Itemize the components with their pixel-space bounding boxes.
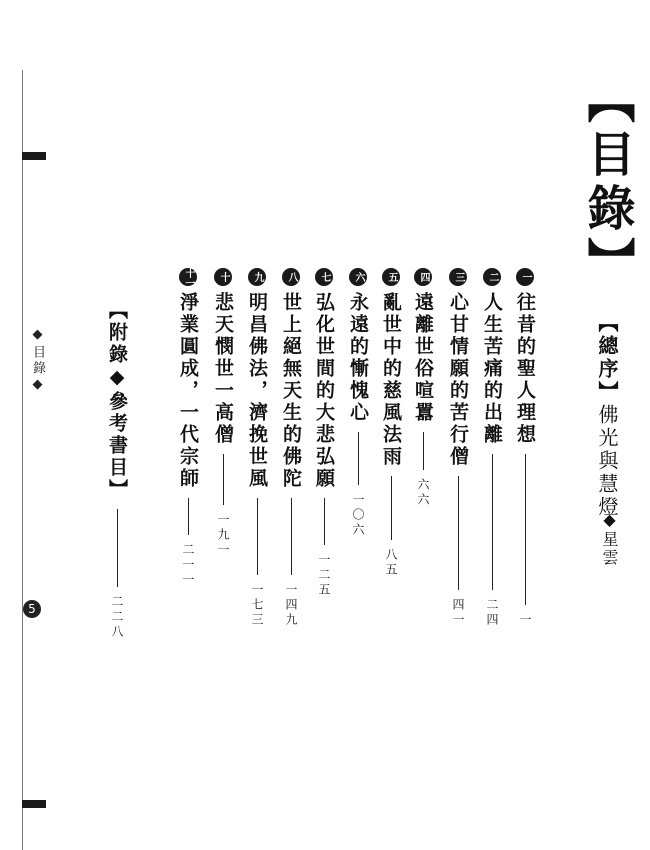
leader-line	[256, 498, 258, 575]
chapter-title: 悲天憫世一高僧	[212, 292, 234, 446]
chapter-title: 遠離世俗喧囂	[412, 292, 434, 424]
chapter-number-badge: 三	[449, 268, 467, 286]
leader-line	[422, 432, 424, 470]
leader-line	[390, 476, 392, 540]
chapter-page: 四一	[451, 598, 465, 628]
toc-entry[interactable]	[345, 268, 371, 538]
appendix-page: 二二八	[110, 595, 124, 640]
appendix-title: 【附錄◆參考書目】	[106, 300, 128, 501]
chapter-page: 一二五	[317, 553, 331, 598]
chapter-page: 六六	[416, 478, 430, 508]
margin-bar-top	[22, 152, 46, 160]
toc-entry[interactable]	[311, 268, 337, 598]
chapter-title: 永遠的慚愧心	[347, 292, 369, 424]
chapter-page: 二一一	[181, 543, 195, 588]
chapter-title: 亂世中的慈風法雨	[380, 292, 402, 468]
chapter-title: 世上絕無天生的佛陀	[280, 292, 302, 490]
preface-line[interactable]	[593, 312, 621, 519]
chapter-number-badge: 二	[483, 268, 501, 286]
toc-entry[interactable]	[512, 268, 538, 628]
preface-author: ◆星雲	[600, 510, 619, 567]
margin-bar-bottom	[22, 800, 46, 808]
leader-line	[116, 509, 118, 587]
toc-entry[interactable]	[175, 268, 201, 588]
chapter-number-badge: 一	[516, 268, 534, 286]
chapter-number-badge: 十	[214, 268, 232, 286]
chapter-number-badge: 四	[414, 268, 432, 286]
chapter-page: 一七三	[250, 583, 264, 628]
chapter-title: 往昔的聖人理想	[514, 292, 536, 446]
chapter-number-badge: 六	[349, 268, 367, 286]
toc-entry[interactable]	[378, 268, 404, 578]
toc-entry[interactable]	[479, 268, 505, 628]
preface-title: 佛光與慧燈	[595, 404, 619, 519]
chapter-title: 弘化世間的大悲弘願	[313, 292, 335, 490]
toc-entry[interactable]	[244, 268, 270, 628]
chapter-number-badge: 八	[282, 268, 300, 286]
toc-entry[interactable]	[278, 268, 304, 628]
running-header: ◆目錄◆	[30, 327, 45, 395]
page-number: 5	[23, 600, 41, 618]
chapter-number-badge: 五	[382, 268, 400, 286]
toc-entry[interactable]	[210, 268, 236, 558]
leader-line	[323, 498, 325, 545]
leader-line	[187, 498, 189, 535]
chapter-page: 一〇六	[351, 493, 365, 538]
page-title: 【目錄】	[579, 75, 635, 291]
leader-line	[524, 454, 526, 605]
leader-line	[357, 432, 359, 485]
toc-entry[interactable]	[445, 268, 471, 628]
leader-line	[491, 454, 493, 590]
chapter-title: 淨業圓成，一代宗師	[177, 292, 199, 490]
chapter-page: 二四	[485, 598, 499, 628]
leader-line	[222, 454, 224, 505]
leader-line	[290, 498, 292, 575]
margin-rule	[22, 70, 23, 850]
leader-line	[457, 476, 459, 590]
chapter-number-badge: 七	[315, 268, 333, 286]
chapter-page: 八五	[384, 548, 398, 578]
chapter-title: 心甘情願的苦行僧	[447, 292, 469, 468]
chapter-number-badge: 九	[248, 268, 266, 286]
preface-label: 【總序】	[595, 312, 619, 404]
chapter-title: 人生苦痛的出離	[481, 292, 503, 446]
chapter-number-badge: 十一	[179, 268, 197, 286]
chapter-page: 一九一	[216, 513, 230, 558]
appendix-entry[interactable]	[104, 300, 130, 640]
chapter-page: 一四九	[284, 583, 298, 628]
toc-entry[interactable]	[410, 268, 436, 508]
chapter-title: 明昌佛法，濟挽世風	[246, 292, 268, 490]
chapter-page: 一	[518, 613, 532, 628]
